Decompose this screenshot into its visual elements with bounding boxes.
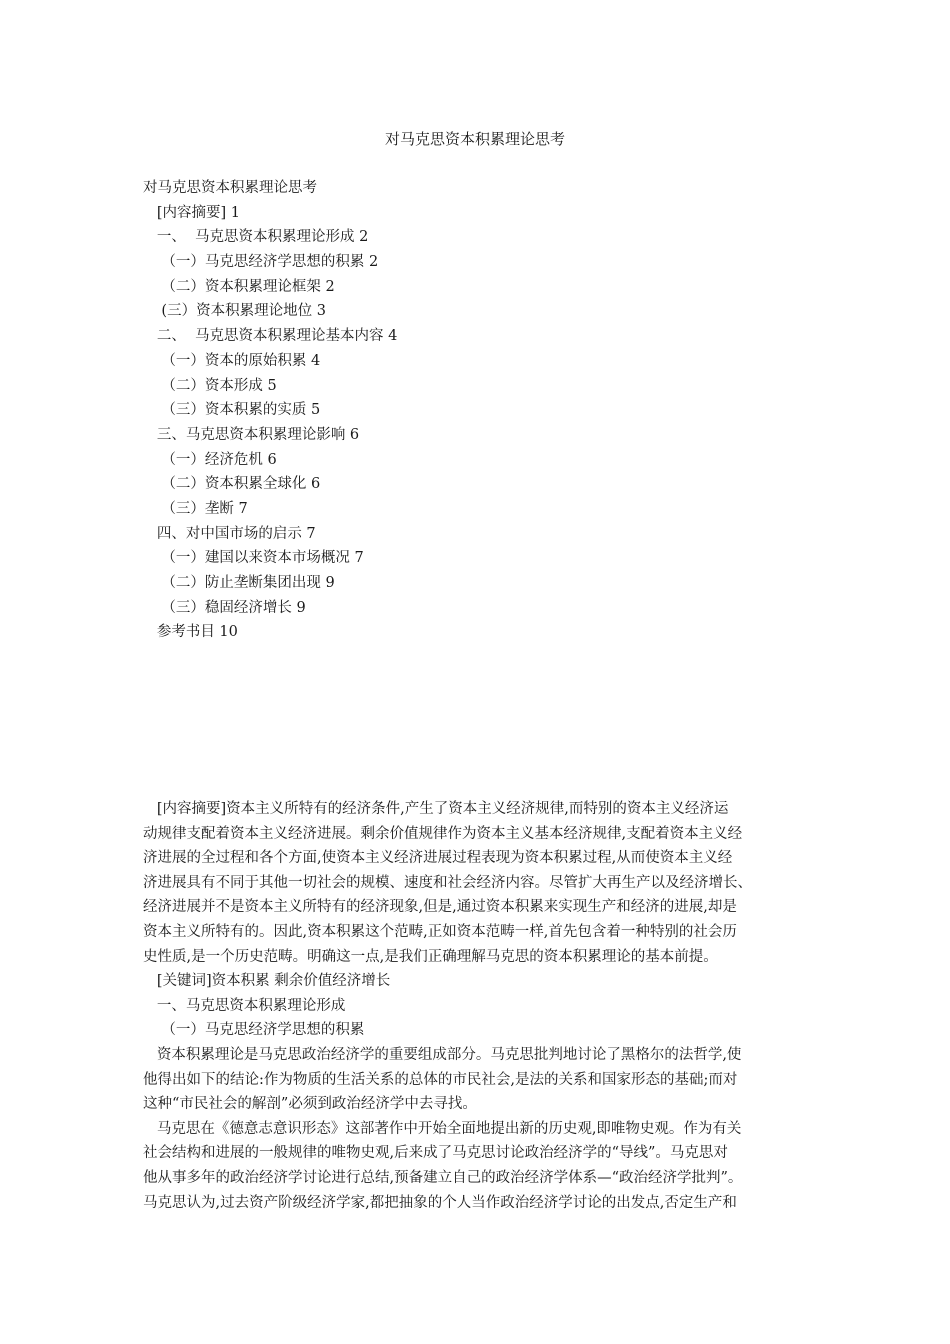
page-title: 对马克思资本积累理论思考 xyxy=(384,130,565,148)
toc-item: （二）资本积累理论框架 2 xyxy=(143,278,335,295)
body-line: 这种“市民社会的解剖”必须到政治经济学中去寻找。 xyxy=(143,1096,477,1113)
body-text xyxy=(143,797,823,1215)
toc-item: （一）建国以来资本市场概况 7 xyxy=(143,550,364,567)
toc-item: （三）稳固经济增长 9 xyxy=(143,599,306,616)
toc-item: （一）经济危机 6 xyxy=(143,451,277,468)
body-line: 社会结构和进展的一般规律的唯物史观,后来成了马克思讨论政治经济学的“导线”。马克思对 xyxy=(143,1145,728,1162)
toc-item: 参考书目 10 xyxy=(143,624,238,641)
body-line: 经济进展并不是资本主义所特有的经济现象,但是,通过资本积累来实现生产和经济的进展,却是 xyxy=(143,899,737,916)
toc-item: 四、对中国市场的启示 7 xyxy=(143,525,316,542)
body-line: [内容摘要]资本主义所特有的经济条件,产生了资本主义经济规律,而特别的资本主义经济运 xyxy=(143,801,729,817)
body-line: 史性质,是一个历史范畴。明确这一点,是我们正确理解马克思的资本积累理论的基本前提。 xyxy=(143,948,718,965)
toc-item: (三）资本积累理论地位 3 xyxy=(143,303,326,320)
toc-item: （三）资本积累的实质 5 xyxy=(143,402,321,419)
body-line: 资本积累理论是马克思政治经济学的重要组成部分。马克思批判地讨论了黑格尔的法哲学,使 xyxy=(143,1046,742,1063)
toc-item: [内容摘要] 1 xyxy=(143,204,240,221)
body-line: 马克思认为,过去资产阶级经济学家,都把抽象的个人当作政治经济学讨论的出发点,否定生产和 xyxy=(143,1194,737,1211)
toc-item: （一）资本的原始积累 4 xyxy=(143,352,321,369)
toc-item: 二、 马克思资本积累理论基本内容 4 xyxy=(143,328,398,345)
toc-item: （二）资本形成 5 xyxy=(143,377,277,394)
table-of-contents xyxy=(143,176,823,645)
body-line: 他从事多年的政治经济学讨论进行总结,预备建立自己的政治经济学体系—“政治经济学批判”。 xyxy=(143,1169,743,1186)
toc-item: （二）防止垄断集团出现 9 xyxy=(143,575,335,591)
toc-item: （三）垄断 7 xyxy=(143,500,248,517)
body-line: 济进展具有不同于其他一切社会的规模、速度和社会经济内容。尽管扩大再生产以及经济增长、 xyxy=(143,874,752,891)
body-line: 动规律支配着资本主义经济进展。剩余价值规律作为资本主义基本经济规律,支配着资本主义经 xyxy=(143,825,743,842)
toc-item: （二）资本积累全球化 6 xyxy=(143,476,321,493)
body-line: 马克思在《德意志意识形态》这部著作中开始全面地提出新的历史观,即唯物史观。作为有关 xyxy=(143,1120,742,1137)
toc-heading: 对马克思资本积累理论思考 xyxy=(143,180,317,196)
body-line: 资本主义所特有的。因此,资本积累这个范畴,正如资本范畴一样,首先包含着一种特别的社会历 xyxy=(143,923,737,940)
keywords-line: [关键词]资本积累 剩余价值经济增长 xyxy=(143,973,391,990)
body-line: 济进展的全过程和各个方面,使资本主义经济进展过程表现为资本积累过程,从而使资本主义经 xyxy=(143,850,733,867)
toc-item: 一、 马克思资本积累理论形成 2 xyxy=(143,229,369,246)
section-heading: 一、马克思资本积累理论形成 xyxy=(143,997,346,1014)
toc-item: 三、马克思资本积累理论影响 6 xyxy=(143,426,360,443)
toc-item: （一）马克思经济学思想的积累 2 xyxy=(143,254,379,271)
subsection-heading: （一）马克思经济学思想的积累 xyxy=(143,1022,365,1039)
body-line: 他得出如下的结论:作为物质的生活关系的总体的市民社会,是法的关系和国家形态的基础;而对 xyxy=(143,1071,738,1088)
